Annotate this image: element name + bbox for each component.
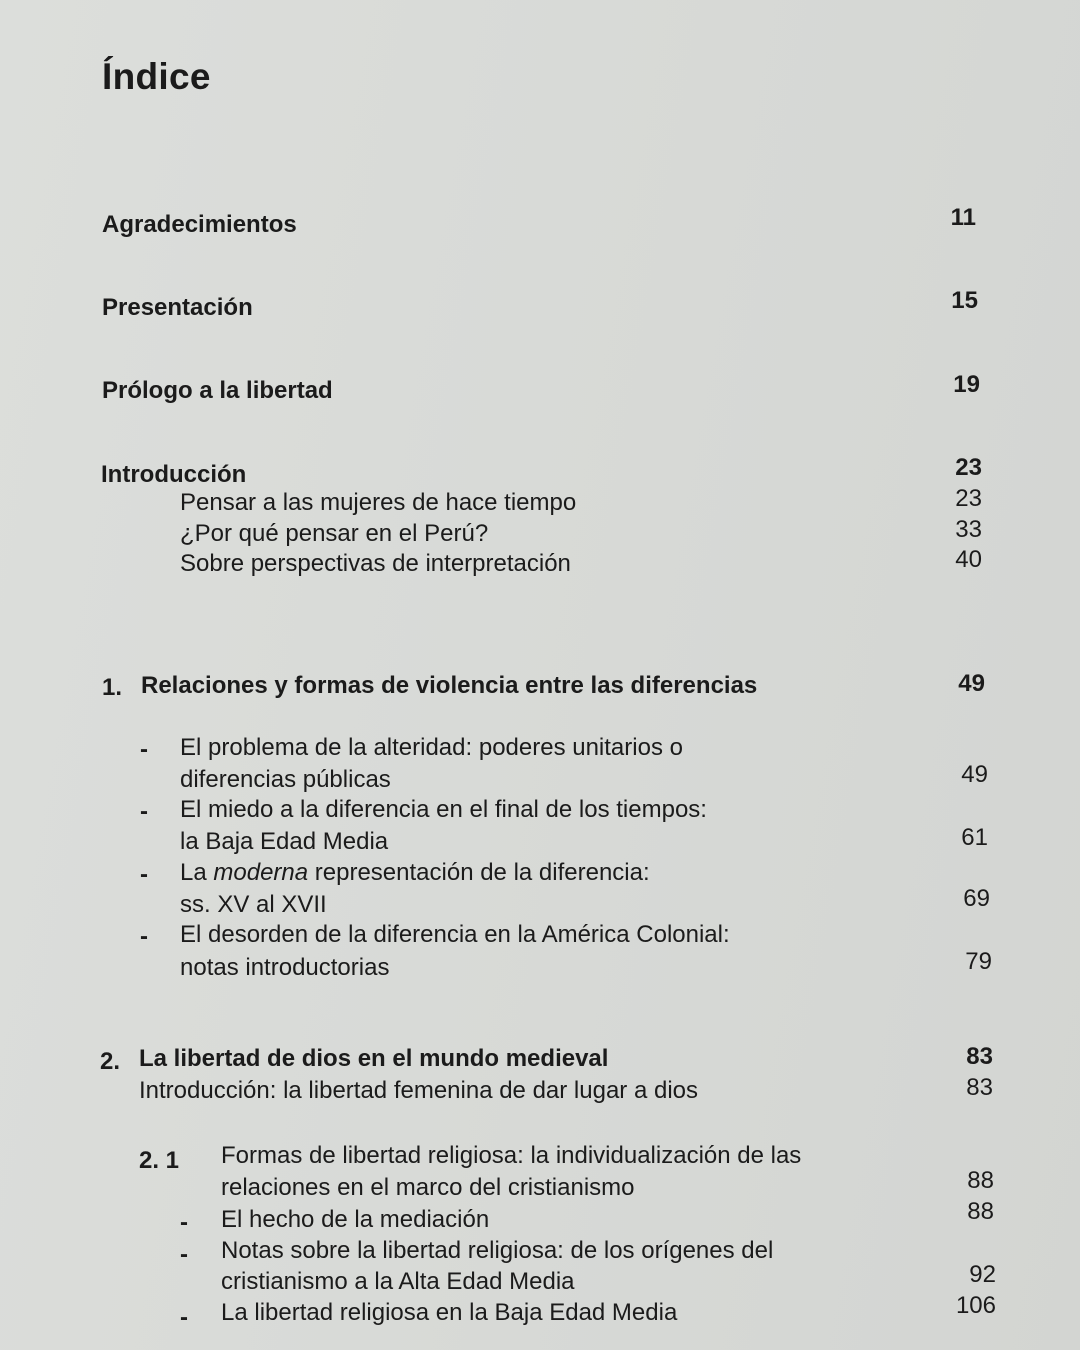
toc-item-page: 92 [969,1261,996,1288]
section-number: 2. 1 [139,1147,180,1174]
toc-subentry-title: Sobre perspectivas de interpretación [180,550,571,577]
list-dash: - [140,861,148,888]
section-title-line: Formas de libertad religiosa: la individualización de las [221,1142,802,1169]
section-page: 88 [967,1167,994,1194]
toc-item-line: cristianismo a la Alta Edad Media [221,1268,575,1295]
list-dash: - [140,736,148,763]
toc-item-page: 49 [961,761,988,788]
toc-item-line: notas introductorias [180,954,390,981]
toc-subentry-page: 83 [966,1074,993,1101]
toc-item-page: 88 [967,1198,994,1225]
toc-item-line: El problema de la alteridad: poderes unitarios o [180,734,683,761]
toc-item-line: La libertad religiosa en la Baja Edad Media [221,1299,678,1326]
toc-item-line: El desorden de la diferencia en la América Colonial: [180,921,730,948]
toc-subentry-title: ¿Por qué pensar en el Perú? [180,520,489,547]
toc-item-line: El hecho de la mediación [221,1206,490,1233]
chapter-title: Relaciones y formas de violencia entre las diferencias [141,672,758,699]
list-dash: - [140,923,148,950]
toc-entry-title: Agradecimientos [102,211,297,238]
toc-subentry-page: 23 [955,485,982,512]
toc-subentry-page: 33 [955,516,982,543]
toc-item-line: la Baja Edad Media [180,828,389,855]
toc-entry-title: Introducción [101,461,247,488]
section-title-line: relaciones en el marco del cristianismo [221,1174,635,1201]
toc-subentry-title: Introducción: la libertad femenina de dar lugar a dios [139,1077,699,1104]
toc-entry-page: 11 [950,204,976,231]
toc-subentry-title: Pensar a las mujeres de hace tiempo [180,489,577,516]
toc-item-line: ss. XV al XVII [180,891,327,918]
chapter-number: 1. [102,674,123,701]
toc-subentry-page: 40 [955,546,982,573]
toc-item-page: 79 [965,948,992,975]
list-dash: - [180,1304,188,1331]
toc-entry-page: 15 [951,287,978,314]
toc-item-page: 61 [961,824,988,851]
chapter-page: 49 [958,670,985,697]
toc-entry-title: Presentación [102,294,253,321]
toc-entry-page: 23 [955,454,982,481]
chapter-title: La libertad de dios en el mundo medieval [139,1045,609,1072]
list-dash: - [140,798,148,825]
chapter-number: 2. [100,1048,121,1075]
toc-item-line: El miedo a la diferencia en el final de los tiempos: [180,796,707,823]
toc-item-line: La moderna representación de la diferencia: [180,859,650,886]
toc-item-page: 69 [963,885,990,912]
italic-word: moderna [213,859,309,886]
list-dash: - [180,1241,188,1268]
chapter-page: 83 [966,1043,993,1070]
toc-item-page: 106 [955,1292,996,1319]
toc-item-line: diferencias públicas [180,766,391,793]
toc-entry-page: 19 [953,371,980,398]
toc-item-line: Notas sobre la libertad religiosa: de los orígenes del [221,1237,774,1264]
page-title: Índice [102,56,211,97]
list-dash: - [180,1209,188,1236]
toc-entry-title: Prólogo a la libertad [102,377,333,404]
